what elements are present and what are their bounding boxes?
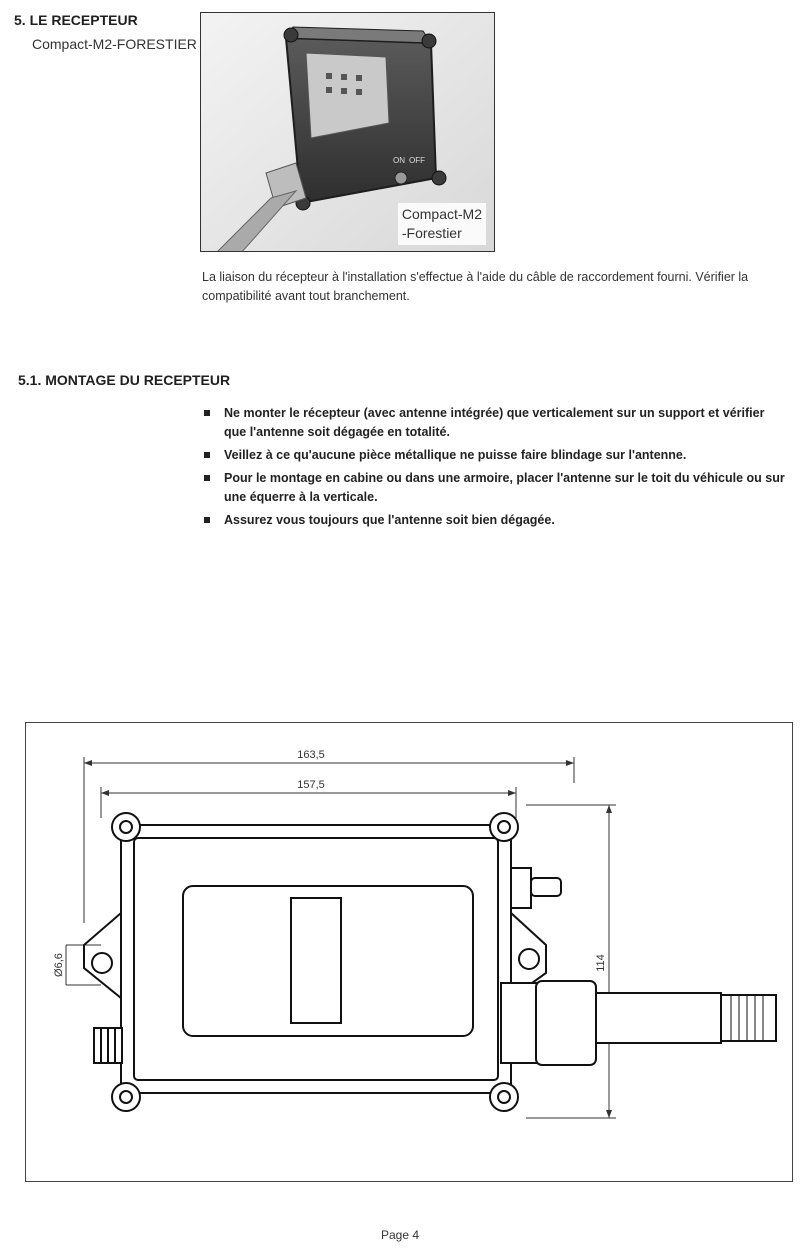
connection-paragraph: La liaison du récepteur à l'installation s'effectue à l'aide du câble de raccordement fourni. Vérifier la compatibilité avant tout branchement. — [202, 270, 749, 303]
technical-drawing — [25, 722, 793, 1182]
bullet-text: Ne monter le récepteur (avec antenne intégrée) que verticalement sur un support et vérifier que l'antenne soit dégagée en totalité. — [224, 406, 765, 439]
bullet-item — [202, 469, 790, 507]
receiver-photo — [200, 12, 495, 252]
cable-gland — [501, 981, 776, 1065]
mounting-hole-left — [92, 953, 112, 973]
bullet-item — [202, 511, 790, 530]
housing-outline — [121, 825, 511, 1093]
bullet-square-icon — [204, 410, 210, 416]
section-5-subtitle: Compact-M2-FORESTIER — [32, 36, 197, 52]
bullet-square-icon — [204, 452, 210, 458]
dim-hole-diameter-label: Ø6,6 — [53, 953, 65, 977]
bullet-text: Assurez vous toujours que l'antenne soit bien dégagée. — [224, 513, 555, 527]
bullet-square-icon — [204, 475, 210, 481]
dim-overall-width-label: 163,5 — [297, 749, 325, 761]
photo-caption — [398, 203, 486, 245]
dim-hole-spacing-label: 157,5 — [297, 779, 325, 791]
bullet-square-icon — [204, 517, 210, 523]
bullet-text: Veillez à ce qu'aucune pièce métallique ne puisse faire blindage sur l'antenne. — [224, 448, 687, 462]
switch-off-label: OFF — [409, 156, 425, 165]
receiver-dimension-drawing — [26, 723, 791, 1180]
bullet-item — [202, 404, 790, 442]
photo-caption-line1: Compact-M2 — [401, 206, 482, 222]
dim-height-label: 114 — [595, 954, 607, 972]
photo-caption-line2: -Forestier — [401, 225, 462, 241]
bullet-text: Pour le montage en cabine ou dans une armoire, placer l'antenne sur le toit du véhicule ou sur une équerre à la verticale. — [224, 471, 785, 504]
mounting-hole-right — [519, 949, 539, 969]
section-5-heading: 5. LE RECEPTEUR — [14, 12, 138, 28]
label-window — [183, 886, 473, 1036]
switch-on-label: ON — [393, 156, 405, 165]
section-5-1-heading: 5.1. MONTAGE DU RECEPTEUR — [18, 372, 231, 388]
page-number: Page 4 — [380, 1228, 420, 1242]
bullet-list — [202, 404, 790, 530]
mounting-instructions — [202, 404, 790, 534]
bullet-item — [202, 446, 790, 465]
